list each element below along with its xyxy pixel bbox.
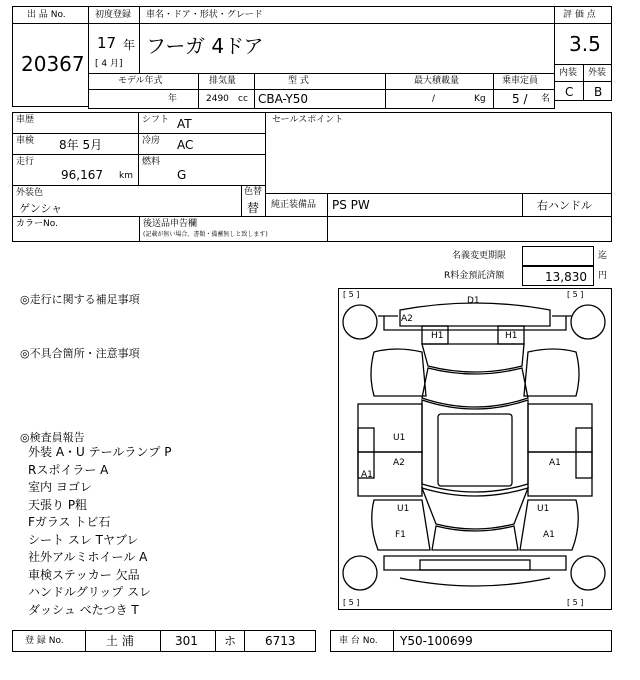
tire-rear-left-label: [ 5 ] bbox=[343, 290, 360, 299]
first-reg-label: 初度登録 bbox=[95, 10, 132, 20]
rocker-right bbox=[576, 428, 592, 478]
tire-rear-right-label: [ 5 ] bbox=[567, 290, 584, 299]
remark-line: シート スレ Tヤブレ bbox=[28, 532, 139, 547]
rear-quarter-right bbox=[524, 349, 579, 396]
rear-window bbox=[422, 368, 528, 407]
registration-class: 301 bbox=[175, 634, 198, 648]
registration-area-cell bbox=[85, 630, 161, 652]
steering-cell bbox=[522, 193, 612, 217]
registration-number: 6713 bbox=[265, 634, 296, 648]
steering-value: 右ハンドル bbox=[537, 199, 592, 212]
first-reg-month: [ 4 月] bbox=[95, 59, 123, 69]
car-name-cell bbox=[139, 23, 555, 74]
history-label: 車歴 bbox=[16, 115, 35, 125]
wheel-front-right bbox=[571, 556, 605, 590]
declaration-note: (記載が無い場合、書類・備蓄無しと致します) bbox=[143, 231, 268, 238]
exterior-color-label: 外装色 bbox=[16, 188, 44, 198]
remark-line: 社外アルミホイール A bbox=[28, 550, 148, 564]
registration-area: 土 浦 bbox=[106, 634, 134, 648]
front-bumper bbox=[384, 556, 566, 570]
fuel-cell bbox=[138, 154, 266, 186]
mileage-value: 96,167 bbox=[61, 168, 103, 182]
name-label-cell bbox=[139, 6, 555, 24]
registration-label: 登 録 No. bbox=[25, 636, 64, 646]
model-year-unit: 年 bbox=[168, 94, 178, 104]
remark-line: ダッシュ べたつき T bbox=[28, 602, 139, 617]
supplement-title: ◎走行に関する補足事項 bbox=[20, 293, 140, 306]
inspector-remarks-list bbox=[28, 446, 328, 621]
exterior-grade: B bbox=[594, 85, 603, 99]
car-name: フーガ 4ドア bbox=[146, 34, 264, 58]
name-change-value-cell bbox=[522, 246, 594, 266]
mark-a1-right: A1 bbox=[549, 458, 561, 468]
rear-quarter-left bbox=[371, 349, 426, 396]
chassis-number: Y50-100699 bbox=[400, 634, 473, 648]
capacity-unit: 名 bbox=[541, 94, 551, 104]
interior-label: 内装 bbox=[559, 68, 578, 78]
score-label-cell bbox=[554, 6, 612, 24]
inspector-title: ◎検査員報告 bbox=[20, 431, 85, 444]
model-year-label: モデル年式 bbox=[118, 76, 163, 86]
fuel-value: G bbox=[177, 168, 187, 182]
remark-line: 天張り P粗 bbox=[28, 497, 88, 512]
color-no-cell bbox=[12, 216, 140, 242]
mark-h1-right: H1 bbox=[505, 331, 518, 341]
chassis-label: 車 台 No. bbox=[339, 636, 378, 646]
exterior-label: 外装 bbox=[588, 68, 607, 78]
aircon-cell bbox=[138, 133, 266, 155]
windshield bbox=[422, 488, 528, 529]
trunk bbox=[422, 344, 524, 372]
wheel-rear-right bbox=[571, 305, 605, 339]
mileage-label: 走行 bbox=[16, 157, 35, 167]
displacement-value: 2490 bbox=[206, 94, 229, 104]
color-change-label: 色替 bbox=[244, 187, 263, 197]
shift-value: AT bbox=[177, 117, 192, 131]
equipment-value: PS PW bbox=[332, 198, 370, 212]
tire-front-right-label: [ 5 ] bbox=[567, 598, 584, 607]
first-reg-cell bbox=[88, 23, 140, 74]
registration-number-cell bbox=[244, 630, 316, 652]
registration-kana: ホ bbox=[224, 634, 237, 648]
roof-panel bbox=[438, 414, 512, 486]
first-reg-label-cell bbox=[88, 6, 140, 24]
mark-a2-left: A2 bbox=[393, 458, 405, 468]
defects-title: ◎不具合箇所・注意事項 bbox=[20, 347, 140, 360]
max-load-label: 最大積載量 bbox=[414, 76, 460, 86]
capacity-label: 乗車定員 bbox=[502, 76, 539, 86]
equipment-label: 純正装備品 bbox=[271, 200, 317, 210]
equipment-label-cell bbox=[265, 193, 328, 217]
exterior-color-cell bbox=[12, 185, 242, 217]
max-load-value: / bbox=[432, 94, 436, 104]
mark-a2-rear: A2 bbox=[401, 314, 413, 324]
wheel-front-left bbox=[343, 556, 377, 590]
sales-points-label: セールスポイント bbox=[272, 115, 344, 125]
car-diagram-frame bbox=[338, 288, 612, 610]
remark-line: Fガラス トビ石 bbox=[28, 515, 111, 529]
declaration-title: 後送品申告欄 bbox=[143, 219, 198, 229]
interior-grade: C bbox=[565, 85, 574, 99]
aircon-value: AC bbox=[177, 138, 194, 152]
type-label: 型 式 bbox=[288, 76, 309, 86]
mileage-cell bbox=[12, 154, 139, 186]
displacement-unit: cc bbox=[238, 94, 248, 104]
car-name-label: 車名・ドア・形状・グレード bbox=[146, 10, 263, 20]
lot-number: 20367 bbox=[21, 52, 85, 76]
sales-points-cell bbox=[265, 112, 612, 194]
remark-line: 車検ステッカー 欠品 bbox=[28, 567, 140, 582]
max-load-unit: Kg bbox=[474, 94, 486, 104]
color-change-value: 替 bbox=[247, 201, 260, 215]
registration-class-cell bbox=[160, 630, 216, 652]
history-cell bbox=[12, 112, 139, 134]
mark-d1: D1 bbox=[467, 296, 480, 306]
name-change-unit: 迄 bbox=[598, 251, 608, 261]
mark-a1-front-right: A1 bbox=[543, 530, 555, 540]
shift-label: シフト bbox=[142, 115, 170, 125]
recycle-unit: 円 bbox=[598, 271, 608, 281]
mark-a1-left: A1 bbox=[361, 470, 373, 480]
mileage-unit: km bbox=[119, 171, 133, 181]
front-bumper-lower bbox=[400, 578, 550, 586]
fuel-label: 燃料 bbox=[142, 157, 161, 167]
score-value: 3.5 bbox=[569, 32, 601, 56]
registration-label-cell bbox=[12, 630, 86, 652]
model-code: CBA-Y50 bbox=[258, 92, 309, 106]
score-cell bbox=[554, 23, 612, 65]
lot-label-cell bbox=[12, 6, 89, 24]
inspection-cell bbox=[12, 133, 139, 155]
remark-line: ハンドルグリップ スレ bbox=[28, 585, 152, 599]
lot-number-cell bbox=[12, 23, 89, 107]
equipment-value-cell bbox=[327, 193, 523, 217]
displacement-label: 排気量 bbox=[209, 76, 237, 86]
inspection-label: 車検 bbox=[16, 136, 35, 146]
recycle-amount: 13,830 bbox=[545, 270, 587, 284]
remark-line: Rスポイラー A bbox=[28, 462, 109, 477]
score-label: 評 価 点 bbox=[563, 10, 596, 20]
name-change-label: 名義変更期限 bbox=[452, 251, 507, 261]
interior-grade-cell bbox=[554, 81, 584, 101]
interior-label-cell bbox=[554, 64, 584, 82]
color-no-label: カラーNo. bbox=[16, 219, 58, 229]
capacity-value: 5 / bbox=[512, 92, 528, 106]
declaration-cell bbox=[139, 216, 328, 242]
color-change-cell bbox=[241, 185, 266, 217]
inspection-value: 8年 5月 bbox=[59, 138, 103, 152]
exterior-color-value: ゲンシャ bbox=[19, 202, 63, 215]
declaration-value-cell bbox=[327, 216, 612, 242]
mark-u1-front-right: U1 bbox=[537, 504, 550, 514]
remark-line: 室内 ヨゴレ bbox=[28, 480, 92, 494]
exterior-label-cell bbox=[583, 64, 612, 82]
recycle-value-cell bbox=[522, 266, 594, 286]
wheel-rear-left bbox=[343, 305, 377, 339]
aircon-label: 冷房 bbox=[142, 136, 161, 146]
mark-u1-front-left: U1 bbox=[397, 504, 410, 514]
lot-label: 出 品 No. bbox=[27, 10, 66, 20]
tire-front-left-label: [ 5 ] bbox=[343, 598, 360, 607]
shift-cell bbox=[138, 112, 266, 134]
mark-f1: F1 bbox=[395, 530, 406, 540]
chassis-number-cell bbox=[393, 630, 612, 652]
first-reg-year: 17 bbox=[97, 34, 117, 52]
rear-bumper bbox=[400, 303, 550, 326]
chassis-label-cell bbox=[330, 630, 394, 652]
car-diagram bbox=[338, 288, 612, 610]
registration-kana-cell bbox=[215, 630, 245, 652]
recycle-label: R料金預託済額 bbox=[444, 271, 505, 281]
grille bbox=[420, 560, 530, 570]
mark-h1-left: H1 bbox=[431, 331, 444, 341]
remark-line: 外装 A・U テールランプ P bbox=[28, 445, 172, 459]
exterior-grade-cell bbox=[583, 81, 612, 101]
year-unit: 年 bbox=[123, 38, 136, 52]
mark-u1-left: U1 bbox=[393, 433, 406, 443]
